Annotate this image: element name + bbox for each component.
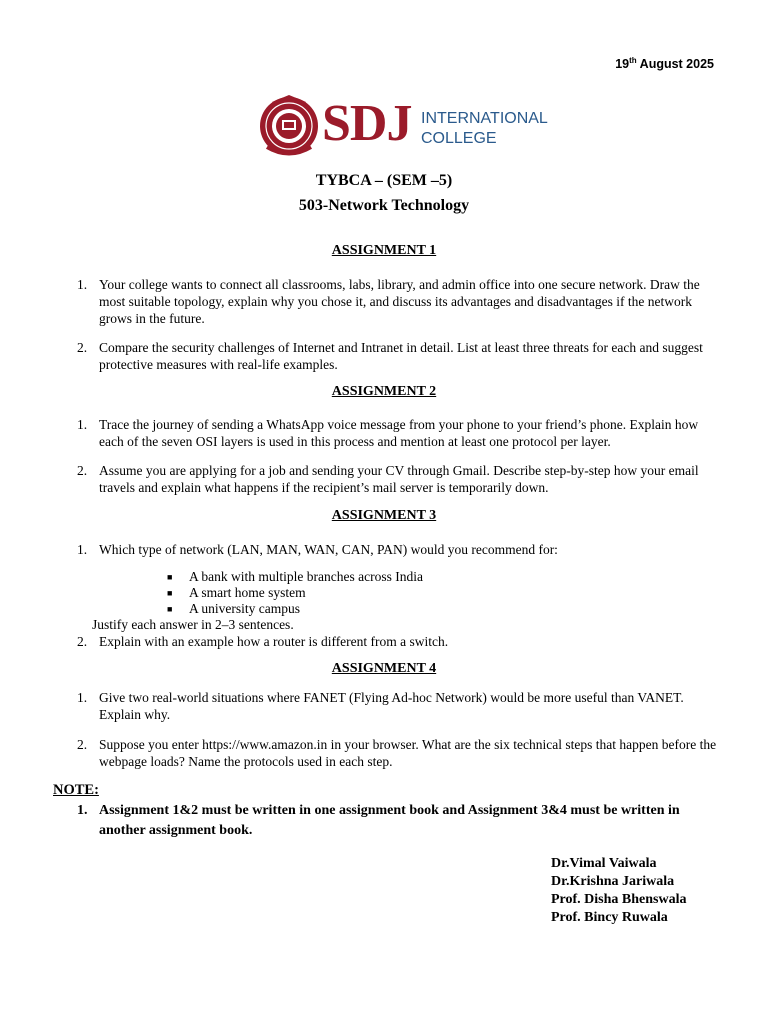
justify-instruction: Justify each answer in 2–3 sentences.	[92, 617, 294, 632]
document-date	[615, 57, 714, 71]
logo-line1: INTERNATIONAL	[421, 110, 548, 127]
logo-line2: COLLEGE	[421, 130, 497, 147]
bullet-icon: ■	[167, 588, 173, 598]
bullet-icon: ■	[167, 572, 173, 582]
date-day: 19	[615, 57, 630, 71]
logo-brand: SDJ	[322, 95, 412, 152]
date-suffix: th	[629, 55, 637, 65]
assignment-1-heading: ASSIGNMENT 1	[331, 243, 437, 258]
signatory-1: Dr.Vimal Vaiwala	[551, 856, 657, 871]
note-title: NOTE:	[53, 782, 99, 798]
assignment-4-heading: ASSIGNMENT 4	[331, 661, 437, 676]
signatory-4: Prof. Bincy Ruwala	[551, 910, 668, 925]
bullet-icon: ■	[167, 604, 173, 614]
assignment-2-heading: ASSIGNMENT 2	[331, 384, 437, 399]
date-rest: August 2025	[636, 57, 714, 71]
course-title: TYBCA – (SEM –5)	[315, 172, 453, 189]
college-logo	[258, 92, 548, 160]
signatory-2: Dr.Krishna Jariwala	[551, 874, 675, 889]
assignment-3-heading: ASSIGNMENT 3	[331, 508, 437, 523]
course-subject: 503-Network Technology	[298, 197, 470, 214]
signatory-3: Prof. Disha Bhenswala	[551, 892, 687, 907]
